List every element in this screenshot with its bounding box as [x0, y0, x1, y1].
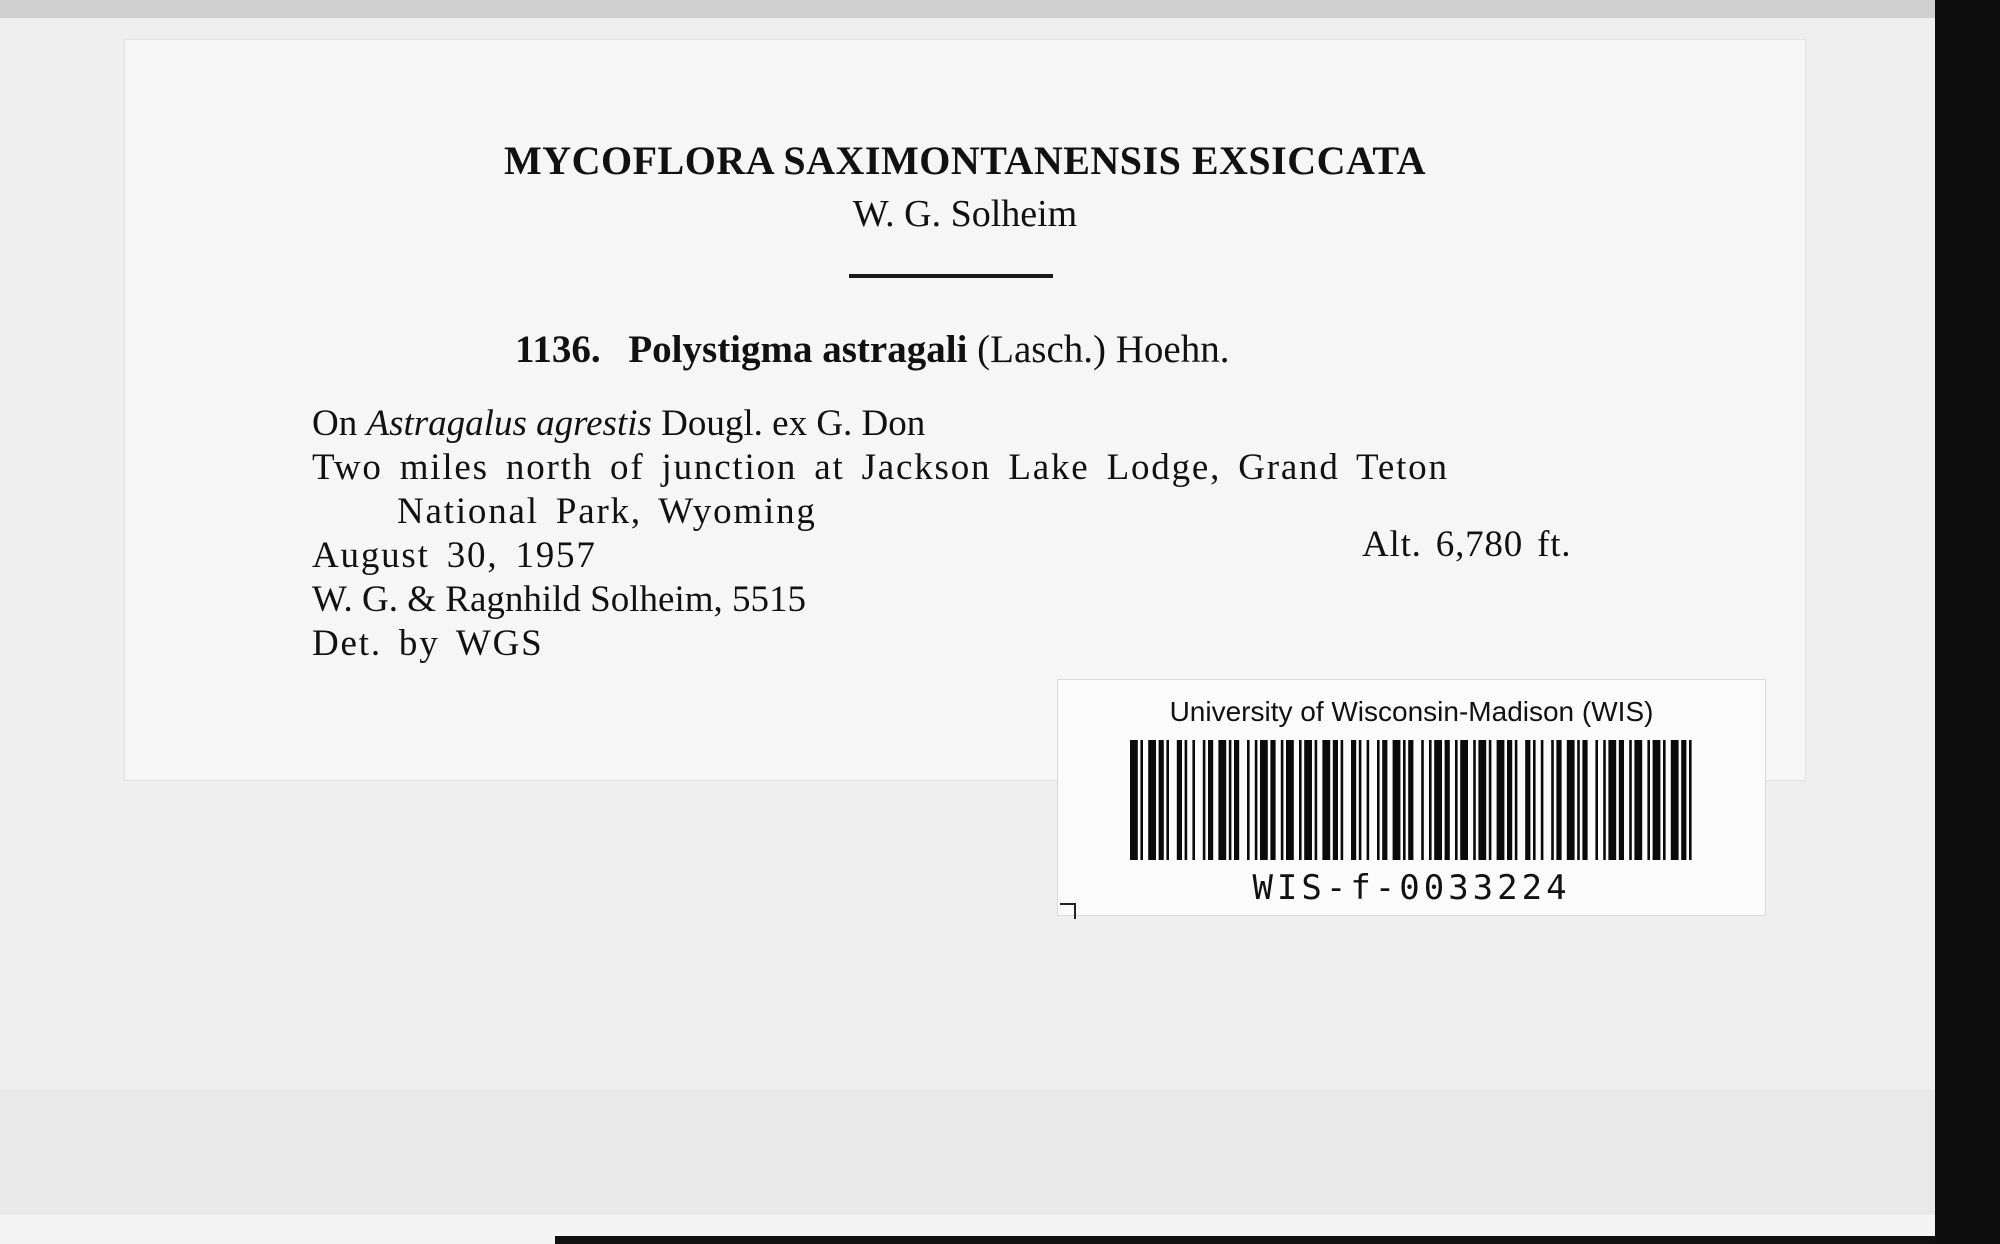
barcode-bar	[1408, 740, 1413, 860]
barcode-bar	[1359, 740, 1362, 860]
barcode-bar	[1341, 740, 1344, 860]
barcode-bar	[1619, 740, 1624, 860]
barcode-bar	[1478, 740, 1486, 860]
barcode-bar	[1299, 740, 1302, 860]
barcode-bar	[1247, 740, 1250, 860]
barcode-bars	[1130, 740, 1693, 860]
collectors: W. G. & Ragnhild Solheim, 5515	[312, 579, 807, 620]
barcode-bar	[1460, 740, 1468, 860]
barcode-bar	[1608, 740, 1616, 860]
barcode-bar	[1595, 740, 1598, 860]
barcode-bar	[1382, 740, 1387, 860]
barcode-bar	[1689, 740, 1692, 860]
barcode-bar	[1489, 740, 1492, 860]
altitude: Alt. 6,780 ft.	[1362, 524, 1572, 565]
corner-mark	[1060, 903, 1076, 919]
host-line	[312, 402, 1742, 446]
barcode-bar	[1556, 740, 1561, 860]
barcode-bar	[1525, 740, 1530, 860]
taxon-authority: (Lasch.) Hoehn.	[977, 328, 1230, 371]
barcode-id: WIS-f-0033224	[1252, 868, 1571, 908]
barcode-bar	[1260, 740, 1268, 860]
barcode-bar	[1577, 740, 1580, 860]
barcode-bar	[1434, 740, 1442, 860]
barcode-bar	[1140, 740, 1143, 860]
taxon-name: Polystigma astragali	[628, 328, 968, 371]
barcode-bar	[1185, 740, 1188, 860]
barcode-bar	[1663, 740, 1666, 860]
barcode-bar	[1429, 740, 1432, 860]
barcode-bar	[1603, 740, 1606, 860]
exsiccata-number: 1136.	[515, 328, 601, 371]
locality-line-1: Two miles north of junction at Jackson Lake Lodge, Grand Teton	[312, 447, 1449, 488]
barcode-bar	[1551, 740, 1554, 860]
scan-bottom-border	[555, 1236, 1935, 1244]
barcode-bar	[1148, 740, 1156, 860]
host-prefix: On	[312, 403, 358, 444]
barcode-institution: University of Wisconsin-Madison (WIS)	[1169, 696, 1654, 727]
specimen-label	[125, 40, 1805, 780]
barcode-label	[1058, 680, 1765, 915]
barcode-bar	[1203, 740, 1206, 860]
barcode-bar	[1159, 740, 1164, 860]
barcode-bar	[1634, 740, 1642, 860]
barcode-bar	[1286, 740, 1294, 860]
barcode-bar	[1315, 740, 1318, 860]
series-author: W. G. Solheim	[852, 193, 1078, 235]
barcode-bar	[1582, 740, 1587, 860]
collection-date: August 30, 1957	[312, 535, 597, 576]
barcode-bar	[1177, 740, 1182, 860]
barcode-bar	[1229, 740, 1232, 860]
barcode-bar	[1304, 740, 1312, 860]
barcode-bar	[1218, 740, 1226, 860]
locality-line-2: National Park, Wyoming	[397, 491, 817, 532]
barcode-bar	[1333, 740, 1338, 860]
host-name: Astragalus agrestis	[366, 403, 652, 444]
sheet-lower-area	[0, 1090, 1935, 1215]
barcode-bar	[1515, 740, 1518, 860]
barcode-bar	[1681, 740, 1686, 860]
barcode-bar	[1567, 740, 1575, 860]
barcode-bar	[1445, 740, 1450, 860]
barcode-bar	[1130, 740, 1138, 860]
scan-border	[1935, 0, 2000, 1244]
barcode-bar	[1192, 740, 1195, 860]
determiner: Det. by WGS	[312, 623, 544, 664]
barcode-bar	[1367, 740, 1370, 860]
barcode-bar	[1541, 740, 1544, 860]
barcode-bar	[1281, 740, 1284, 860]
barcode-bar	[1473, 740, 1476, 860]
taxon-line	[515, 327, 1229, 372]
barcode-bar	[1421, 740, 1424, 860]
barcode-bar	[1322, 740, 1330, 860]
barcode-bar	[1208, 740, 1213, 860]
barcode-bar	[1393, 740, 1401, 860]
barcode-bar	[1351, 740, 1356, 860]
host-authority: Dougl. ex G. Don	[661, 403, 926, 444]
barcode-bar	[1653, 740, 1661, 860]
barcode-bar	[1377, 740, 1380, 860]
barcode-bar	[1507, 740, 1512, 860]
barcode-bar	[1403, 740, 1406, 860]
barcode-bar	[1671, 740, 1679, 860]
barcode-bar	[1270, 740, 1275, 860]
series-title: MYCOFLORA SAXIMONTANENSIS EXSICCATA	[503, 138, 1427, 183]
barcode-bar	[1255, 740, 1258, 860]
barcode-bar	[1234, 740, 1239, 860]
barcode-bar	[1497, 740, 1505, 860]
barcode-bar	[1455, 740, 1458, 860]
barcode-bar	[1629, 740, 1632, 860]
barcode-bar	[1533, 740, 1536, 860]
barcode-bar	[1647, 740, 1650, 860]
barcode-bar	[1166, 740, 1169, 860]
title-divider	[849, 274, 1053, 278]
